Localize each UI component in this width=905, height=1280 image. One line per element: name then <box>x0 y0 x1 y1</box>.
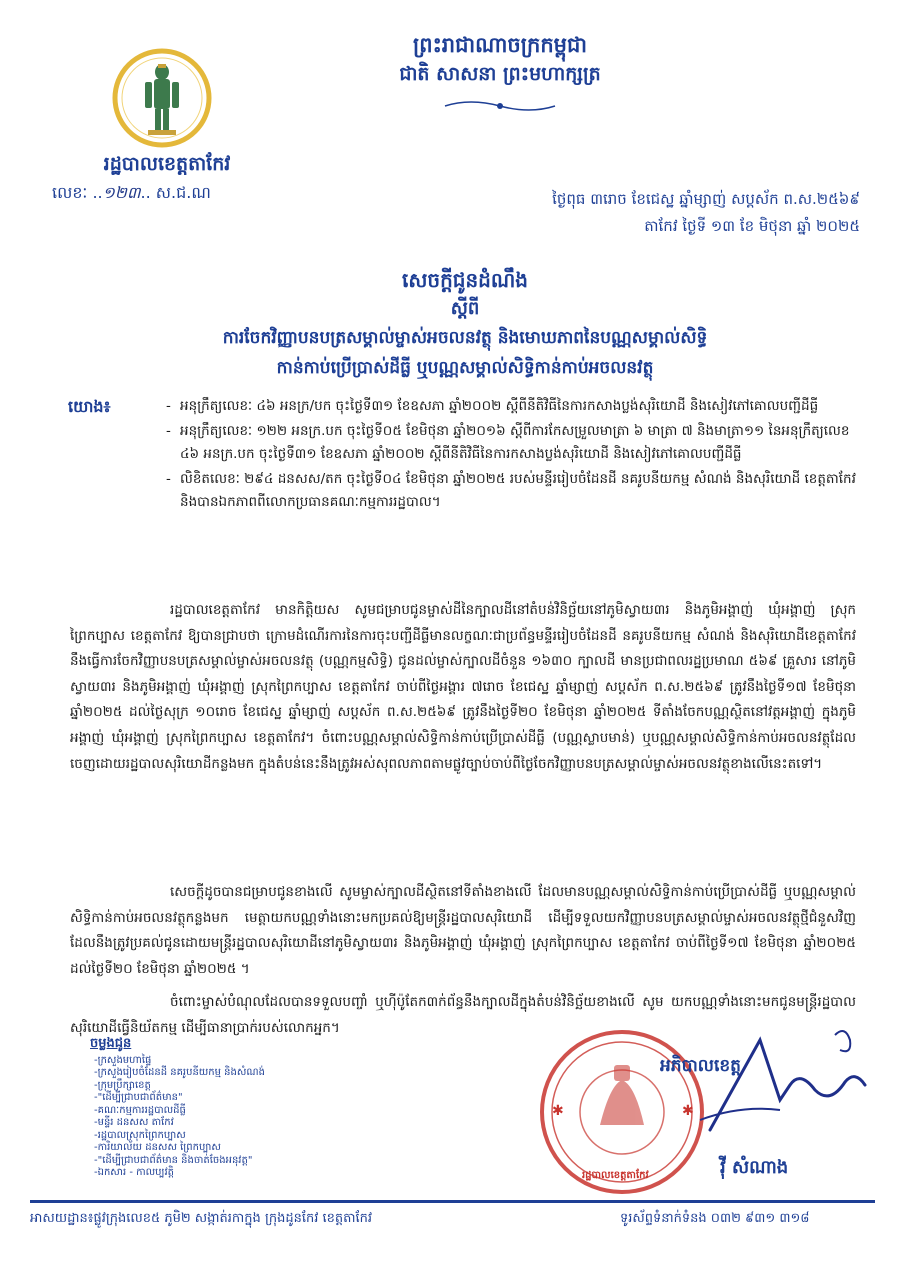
document-title <box>70 265 860 383</box>
reference-prefix: លេខៈ <box>52 183 88 202</box>
reference-suffix: ស.ជ.ណ <box>155 183 211 202</box>
stamp-caption: រដ្ឋបាលខេត្តតាកែវ <box>582 1170 649 1181</box>
copies-item: -គណៈកម្មការរដ្ឋបាលដីធ្លី <box>94 1104 186 1116</box>
date-block <box>430 186 860 240</box>
kingdom-heading: ព្រះរាជាណាចក្រកម្ពុជា <box>412 33 587 57</box>
reference-item: - លិខិតលេខៈ ២៩៤ ដនសស/តក ចុះថ្ងៃទី០៤ ខែមិថុនា ឆ្នាំ២០២៥ របស់មន្ទីររៀបចំដែនដី នគរូបនីយកម្ម សំណង់ និងសុរិយោដី ខេត្តតាកែវ និងបានឯកភាពពីលោកប្រធានគណៈកម្មការរដ្ឋបាល។ <box>166 468 858 514</box>
copies-item: -មន្ទីរ ដនសស តាកែវ <box>94 1117 174 1128</box>
copies-to-heading: ចម្លងជូន <box>90 1036 132 1051</box>
body-paragraph-1 <box>70 598 856 777</box>
title-line-about: ស្តីពី <box>450 298 480 319</box>
province-emblem-logo <box>112 48 212 148</box>
copies-item: -"ដើម្បីជ្រាបជាព័ត៌មាន" <box>94 1092 183 1103</box>
title-line-subject-2: កាន់កាប់ប្រើប្រាស់ដីធ្លី ឬបណ្ណសម្គាល់សិទ្ធិកាន់កាប់អចលនវត្ថុ <box>276 358 654 378</box>
reference-item: - អនុក្រឹត្យលេខៈ ៤៦ អនក្រ/បក ចុះថ្ងៃទី៣១ ខែឧសភា ឆ្នាំ២០០២ ស្តីពីនីតិវិធីនៃការកសាងប្លង់សុរិយោដី និងសៀវភៅគោលបញ្ជីដីធ្លី <box>166 395 858 418</box>
copies-item: -ឯកសារ - កាលប្បវត្តិ <box>94 1167 175 1178</box>
footer-phone: ទូរស័ព្ទទំនាក់ទំនង ០៣២ ៩៣១ ៣១៨ <box>620 1211 810 1226</box>
reference-number-line: លេខៈ ..១២៣.. ស.ជ.ណ <box>52 183 211 202</box>
references-section <box>68 395 858 516</box>
reference-item: - អនុក្រឹត្យលេខៈ ១២២ អនក្រ.បក ចុះថ្ងៃទី០៥ ខែមិថុនា ឆ្នាំ២០១៦ ស្តីពីការកែសម្រួលមាត្រា ៦ មាត្រា ៧ និងមាត្រា១១ នៃអនុក្រឹត្យលេខ ៤៦ អនក្រ.បក ចុះថ្ងៃទី៣១ ខែឧសភា ឆ្នាំ២០០២ ស្តីពីនីតិវិធីនៃការកសាងប្លង់សុរិយោដី និងសៀវភៅគោលបញ្ជីដីធ្លី <box>166 420 858 466</box>
copies-item: -"ដើម្បីជ្រាបជាព័ត៌មាន និងចាត់ចែងអនុវត្ត" <box>94 1154 253 1166</box>
references-label: យោង៖ <box>68 397 111 416</box>
body-text: រដ្ឋបាលខេត្តតាកែវ មានកិត្តិយស សូមជម្រាបជូនម្ចាស់ដីនៃក្បាលដីនៅតំបន់វិនិច្ឆ័យនៅភូមិស្វាយ៣រ និងភូមិអង្គាញ់ ឃុំអង្គាញ់ ស្រុកព្រៃកប្បាស ខេត្តតាកែវ ឱ្យបានជ្រាបថា ក្រោមដំណើរការនៃការចុះបញ្ជីដីធ្លីមានលក្ខណៈជាប្រព័ន្ធមន្ទីររៀបចំដែនដី នគរូបនីយកម្ម សំណង់ និងសុរិយោដីខេត្តតាកែវនឹងធ្វើការចែកវិញ្ញាបនបត្រសម្គាល់ម្ចាស់អចលនវត្ថុ (បណ្ណកម្មសិទ្ធិ) ជូនដល់ម្ចាស់ក្បាលដីចំនួន ១៦៣០ ក្បាលដី មានប្រជាពលរដ្ឋប្រមាណ ៥៦៩ គ្រួសារ នៅភូមិស្វាយ៣រ និងភូមិអង្គាញ់ ឃុំអង្គាញ់ ស្រុកព្រៃកប្បាស ខេត្តតាកែវ ចាប់ពីថ្ងៃអង្គារ ៧រោច ខែជេស្ឋ ឆ្នាំម្សាញ់ សប្តស័ក ព.ស.២៥៦៩ ត្រូវនឹងថ្ងៃទី១៧ ខែមិថុនា ឆ្នាំ២០២៥ ដល់ថ្ងៃសុក្រ ១០រោច ខែជេស្ឋ ឆ្នាំម្សាញ់ សប្តស័ក ព.ស.២៥៦៩ ត្រូវនឹងថ្ងៃទី២០ ខែមិថុនា ឆ្នាំ២០២៥ ទីតាំងចែកបណ្ណស្ថិតនៅវត្តអង្គាញ់ ក្នុងភូមិអង្គាញ់ ឃុំអង្គាញ់ ស្រុកព្រៃកប្បាស ខេត្តតាកែវ។ ចំពោះបណ្ណសម្គាល់សិទ្ធិកាន់កាប់ប្រើប្រាស់ដីធ្លី (បណ្ណស្លាបមាន់) ឬបណ្ណសម្គាល់សិទ្ធិកាន់កាប់អចលនវត្ថុដែលចេញដោយរដ្ឋបាលសុរិយោដីកន្លងមក ក្នុងតំបន់នេះនឹងត្រូវអស់សុពលភាពតាមផ្លូវច្បាប់ចាប់ពីថ្ងៃចែកវិញ្ញាបនបត្រសម្គាល់ម្ចាស់អចលនវត្ថុខាងលើនេះតទៅ។ <box>70 602 856 772</box>
footer-divider <box>30 1200 875 1203</box>
copies-to-list <box>90 1038 265 1180</box>
copies-item: -ក្រសួងរៀបចំដែនដី នគរូបនីយកម្ម និងសំណង់ <box>94 1067 265 1078</box>
copies-item: -ការិយាល័យ ដនសស ព្រៃកប្បាស <box>94 1142 221 1153</box>
lunar-date: ថ្ងៃពុធ ៣រោច ខែជេស្ឋ ឆ្នាំម្សាញ់ សប្តស័ក ព.ស.២៥៦៩ <box>552 190 860 208</box>
title-line-subject-1: ការចែកវិញ្ញាបនបត្រសម្គាល់ម្ចាស់អចលនវត្ថុ និងមោឃភាពនៃបណ្ណសម្គាល់សិទ្ធិ <box>222 328 708 348</box>
motto-ornament <box>440 98 560 114</box>
reference-number: ១២៣ <box>102 183 141 202</box>
signatory-name: វ៉ី សំណាង <box>720 1157 789 1178</box>
copies-item: -ក្រុមប្រឹក្សាខេត្ត <box>94 1079 151 1091</box>
svg-text:✱: ✱ <box>682 1103 694 1119</box>
body-text: ចំពោះម្ចាស់បំណុលដែលបានទទួលបញ្ចាំ ឬហ៊ីប៉ូតែក៣ក់ព័ន្ធនឹងក្បាលដីក្នុងតំបន់វិនិច្ឆ័យខាងលើ សូម យកបណ្ណទាំងនោះមកជូនមន្ត្រីរដ្ឋបាលសុរិយោដីធ្វើនិយ័តកម្ម ដើម្បីធានាប្រាក់របស់លោកអ្នក។ <box>70 994 856 1036</box>
copies-item: -ក្រសួងមហាផ្ទៃ <box>94 1054 152 1066</box>
signatory-title: អភិបាលខេត្ត <box>660 1056 741 1076</box>
svg-text:✱: ✱ <box>552 1103 564 1119</box>
solar-date: តាកែវ ថ្ងៃទី ១៣ ខែ មិថុនា ឆ្នាំ ២០២៥ <box>644 217 860 235</box>
title-line-notice: សេចក្តីជូនដំណឹង <box>402 268 528 292</box>
province-name: រដ្ឋបាលខេត្តតាកែវ <box>103 153 231 175</box>
national-motto: ជាតិ សាសនា ព្រះមហាក្សត្រ <box>399 63 601 85</box>
footer-address: អាសយដ្ឋាន៖ផ្លូវក្រុងលេខ៥ ភូមិ២ សង្កាត់រកាក្នុង ក្រុងដូនកែវ ខេត្តតាកែវ <box>30 1211 372 1226</box>
body-text: សេចក្តីដូចបានជម្រាបជូនខាងលើ សូមម្ចាស់ក្បាលដីស្ថិតនៅទីតាំងខាងលើ ដែលមានបណ្ណសម្គាល់សិទ្ធិកាន់កាប់ប្រើប្រាស់ដីធ្លី ឬបណ្ណសម្គាល់សិទ្ធិកាន់កាប់អចលនវត្ថុកន្លងមក មេត្តាយកបណ្ណទាំងនោះមកប្រគល់ឱ្យមន្ត្រីរដ្ឋបាលសុរិយោដី ដើម្បីទទួលយកវិញ្ញាបនបត្រសម្គាល់ម្ចាស់អចលនវត្ថុថ្មីជំនួសវិញដែលនឹងត្រូវប្រគល់ជូនដោយមន្ត្រីរដ្ឋបាលសុរិយោដីនៅភូមិស្វាយ៣រ និងភូមិអង្គាញ់ ឃុំអង្គាញ់ ស្រុកព្រៃកប្បាស ខេត្តតាកែវ ចាប់ពីថ្ងៃទី១៧ ខែមិថុនា ឆ្នាំ២០២៥ ដល់ថ្ងៃទី២០ ខែមិថុនា ឆ្នាំ២០២៥ ។ <box>70 884 856 977</box>
copies-item: -រដ្ឋបាលស្រុកព្រៃកប្បាស <box>94 1129 186 1141</box>
body-paragraph-2 <box>70 880 856 982</box>
